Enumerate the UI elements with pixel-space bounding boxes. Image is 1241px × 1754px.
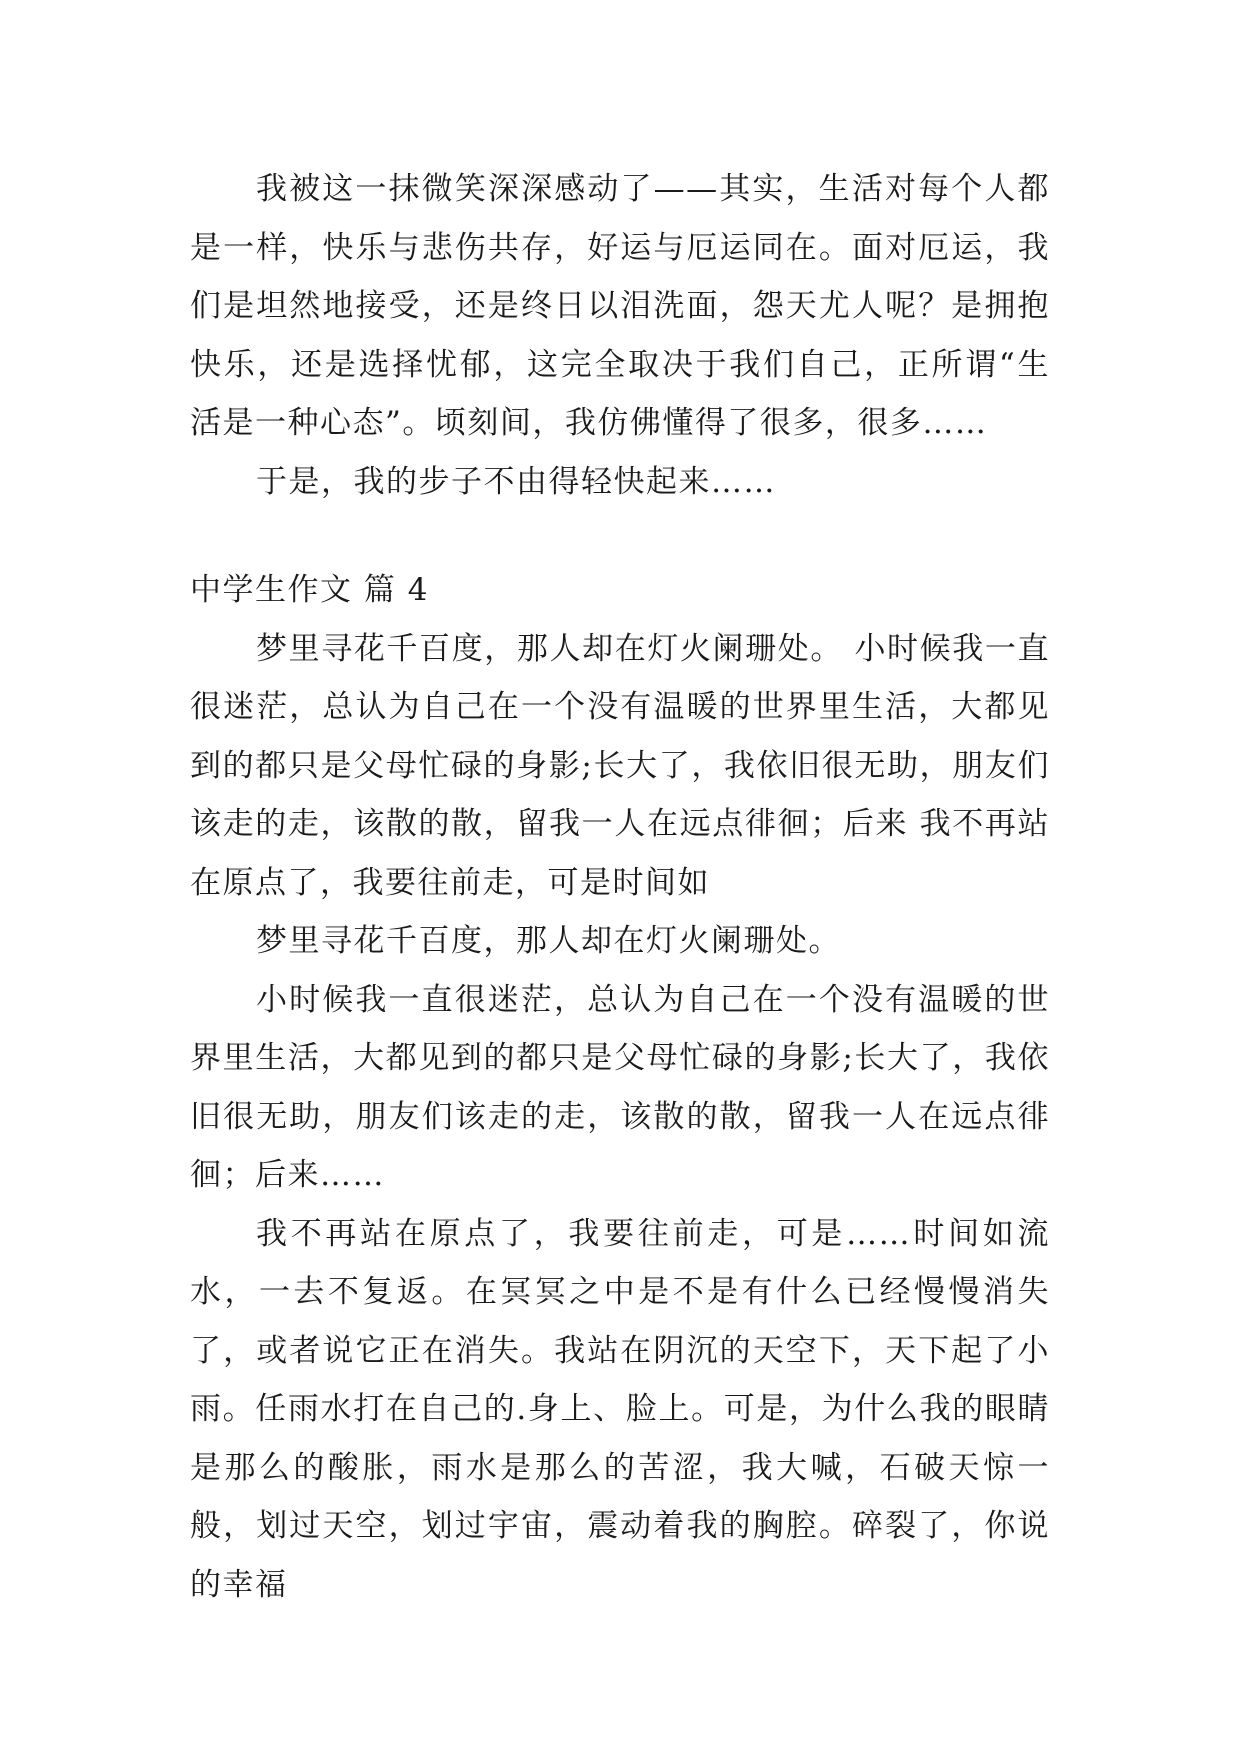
paragraph: 梦里寻花千百度，那人却在灯火阑珊处。 小时候我一直很迷茫，总认为自己在一个没有温暖的世界里生活，大都见到的都只是父母忙碌的身影;长大了，我依旧很无助，朋友们该走的走，该散的散，留我一人在远点徘徊；后来 我不再站在原点了，我要往前走，可是时间如: [190, 630, 1050, 901]
paragraph: 我不再站在原点了，我要往前走，可是……时间如流水，一去不复返。在冥冥之中是不是有什么已经慢慢消失了，或者说它正在消失。我站在阴沉的天空下，天下起了小雨。任雨水打在自己的.身上、脸上。可是，为什么我的眼睛是那么的酸胀，雨水是那么的苦涩，我大喊，石破天惊一般，划过天空，划过宇宙，震动着我的胸腔。碎裂了，你说的幸福: [190, 1215, 1050, 1603]
paragraph: 小时候我一直很迷茫，总认为自己在一个没有温暖的世界里生活，大都见到的都只是父母忙碌的身影;长大了，我依旧很无助，朋友们该走的走，该散的散，留我一人在远点徘徊；后来……: [190, 981, 1050, 1193]
paragraph: 于是，我的步子不由得轻快起来……: [256, 463, 776, 500]
section-heading: 中学生作文 篇 4: [190, 572, 429, 608]
document-body: [190, 160, 1050, 1614]
paragraph: 梦里寻花千百度，那人却在灯火阑珊处。: [256, 923, 841, 959]
paragraph: 我被这一抹微笑深深感动了——其实，生活对每个人都是一样，快乐与悲伤共存，好运与厄运同在。面对厄运，我们是坦然地接受，还是终日以泪洗面，怨天尤人呢？是拥抱快乐，还是选择忧郁，这完全取决于我们自己，正所谓“生活是一种心态”。顷刻间，我仿佛懂得了很多，很多……: [190, 171, 1050, 441]
